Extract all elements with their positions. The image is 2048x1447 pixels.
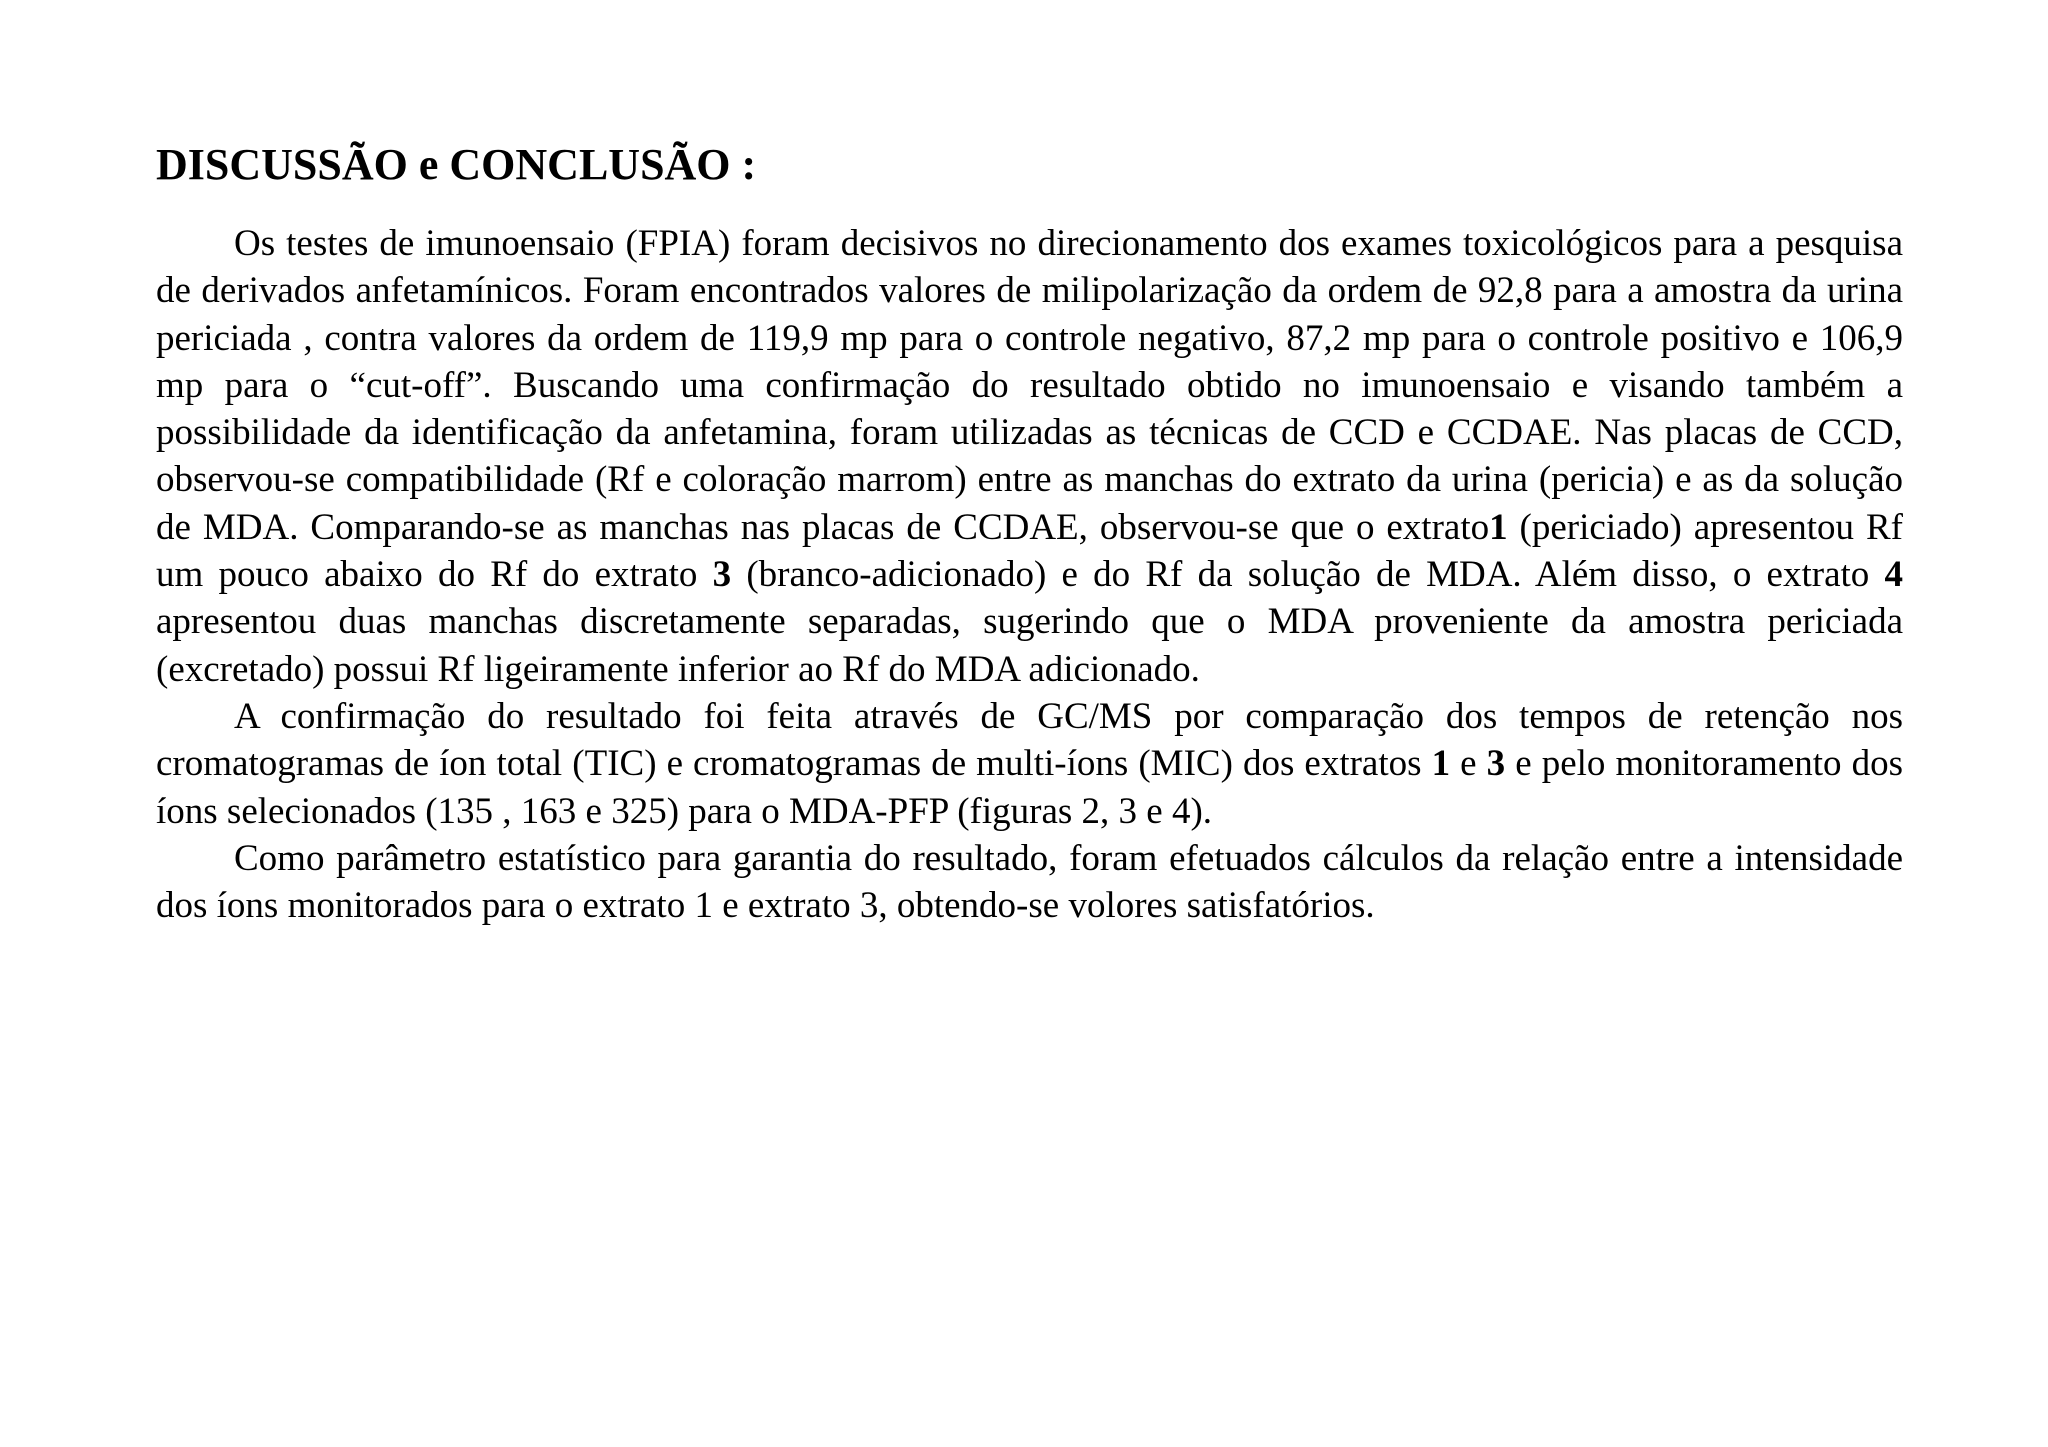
document-body — [156, 136, 1903, 929]
paragraph-2-text-2: e — [1450, 743, 1487, 785]
paragraph-3 — [156, 835, 1903, 930]
paragraph-2-text-3: e pelo monitoramento dos íons selecionados (135 , 163 e 325) para o MDA-PFP (figuras 2, 3 e 4). — [156, 743, 1903, 832]
paragraph-1 — [156, 220, 1903, 693]
paragraph-2 — [156, 693, 1903, 835]
paragraph-1-text-3: (branco-adicionado) e do Rf da solução de MDA. Além disso, o extrato — [731, 554, 1885, 596]
paragraph-1-text-4: apresentou duas manchas discretamente separadas, sugerindo que o MDA proveniente da amostra periciada (excretado) possui Rf ligeiramente inferior ao Rf do MDA adicionado. — [156, 601, 1903, 690]
paragraph-1-bold-2: 3 — [712, 554, 732, 596]
paragraph-2-bold-1: 1 — [1431, 743, 1451, 785]
paragraph-3-text-1: Como parâmetro estatístico para garantia do resultado, foram efetuados cálculos da relação entre a intensidade dos íons monitorados para o extrato 1 e extrato 3, obtendo-se volores satisfatórios. — [156, 837, 1903, 927]
paragraph-2-text-1: A confirmação do resultado foi feita através de GC/MS por comparação dos tempos de retenção nos cromatogramas de íon total (TIC) e cromatogramas de multi-íons (MIC) dos extratos — [156, 695, 1903, 785]
paragraph-1-bold-3: 4 — [1884, 554, 1903, 596]
paragraph-2-bold-2: 3 — [1486, 743, 1506, 785]
paragraph-1-bold-1: 1 — [1489, 506, 1508, 548]
paragraph-1-text-1: Os testes de imunoensaio (FPIA) foram decisivos no direcionamento dos exames toxicológicos para a pesquisa de derivados anfetamínicos. Foram encontrados valores de milipolarização da ordem de 92,8 para a amostra da urina periciada , contra valores da ordem de 119,9 mp para o controle negativo, 87,2 mp para o controle positivo e 106,9 mp para o “cut-off”. Buscando uma confirmação do resultado obtido no imunoensaio e visando também a possibilidade da identificação da anfetamina, foram utilizadas as técnicas de CCD e CCDAE. Nas placas de CCD, observou-se compatibilidade (Rf e coloração marrom) entre as manchas do extrato da urina (pericia) e as da solução de MDA. Comparando-se as manchas nas placas de CCDAE, observou-se que o extrato — [156, 223, 1903, 548]
section-heading: DISCUSSÃO e CONCLUSÃO : — [156, 140, 757, 189]
paragraph-1-text-2: (periciado) apresentou Rf um pouco abaixo do Rf do extrato — [156, 506, 1903, 596]
